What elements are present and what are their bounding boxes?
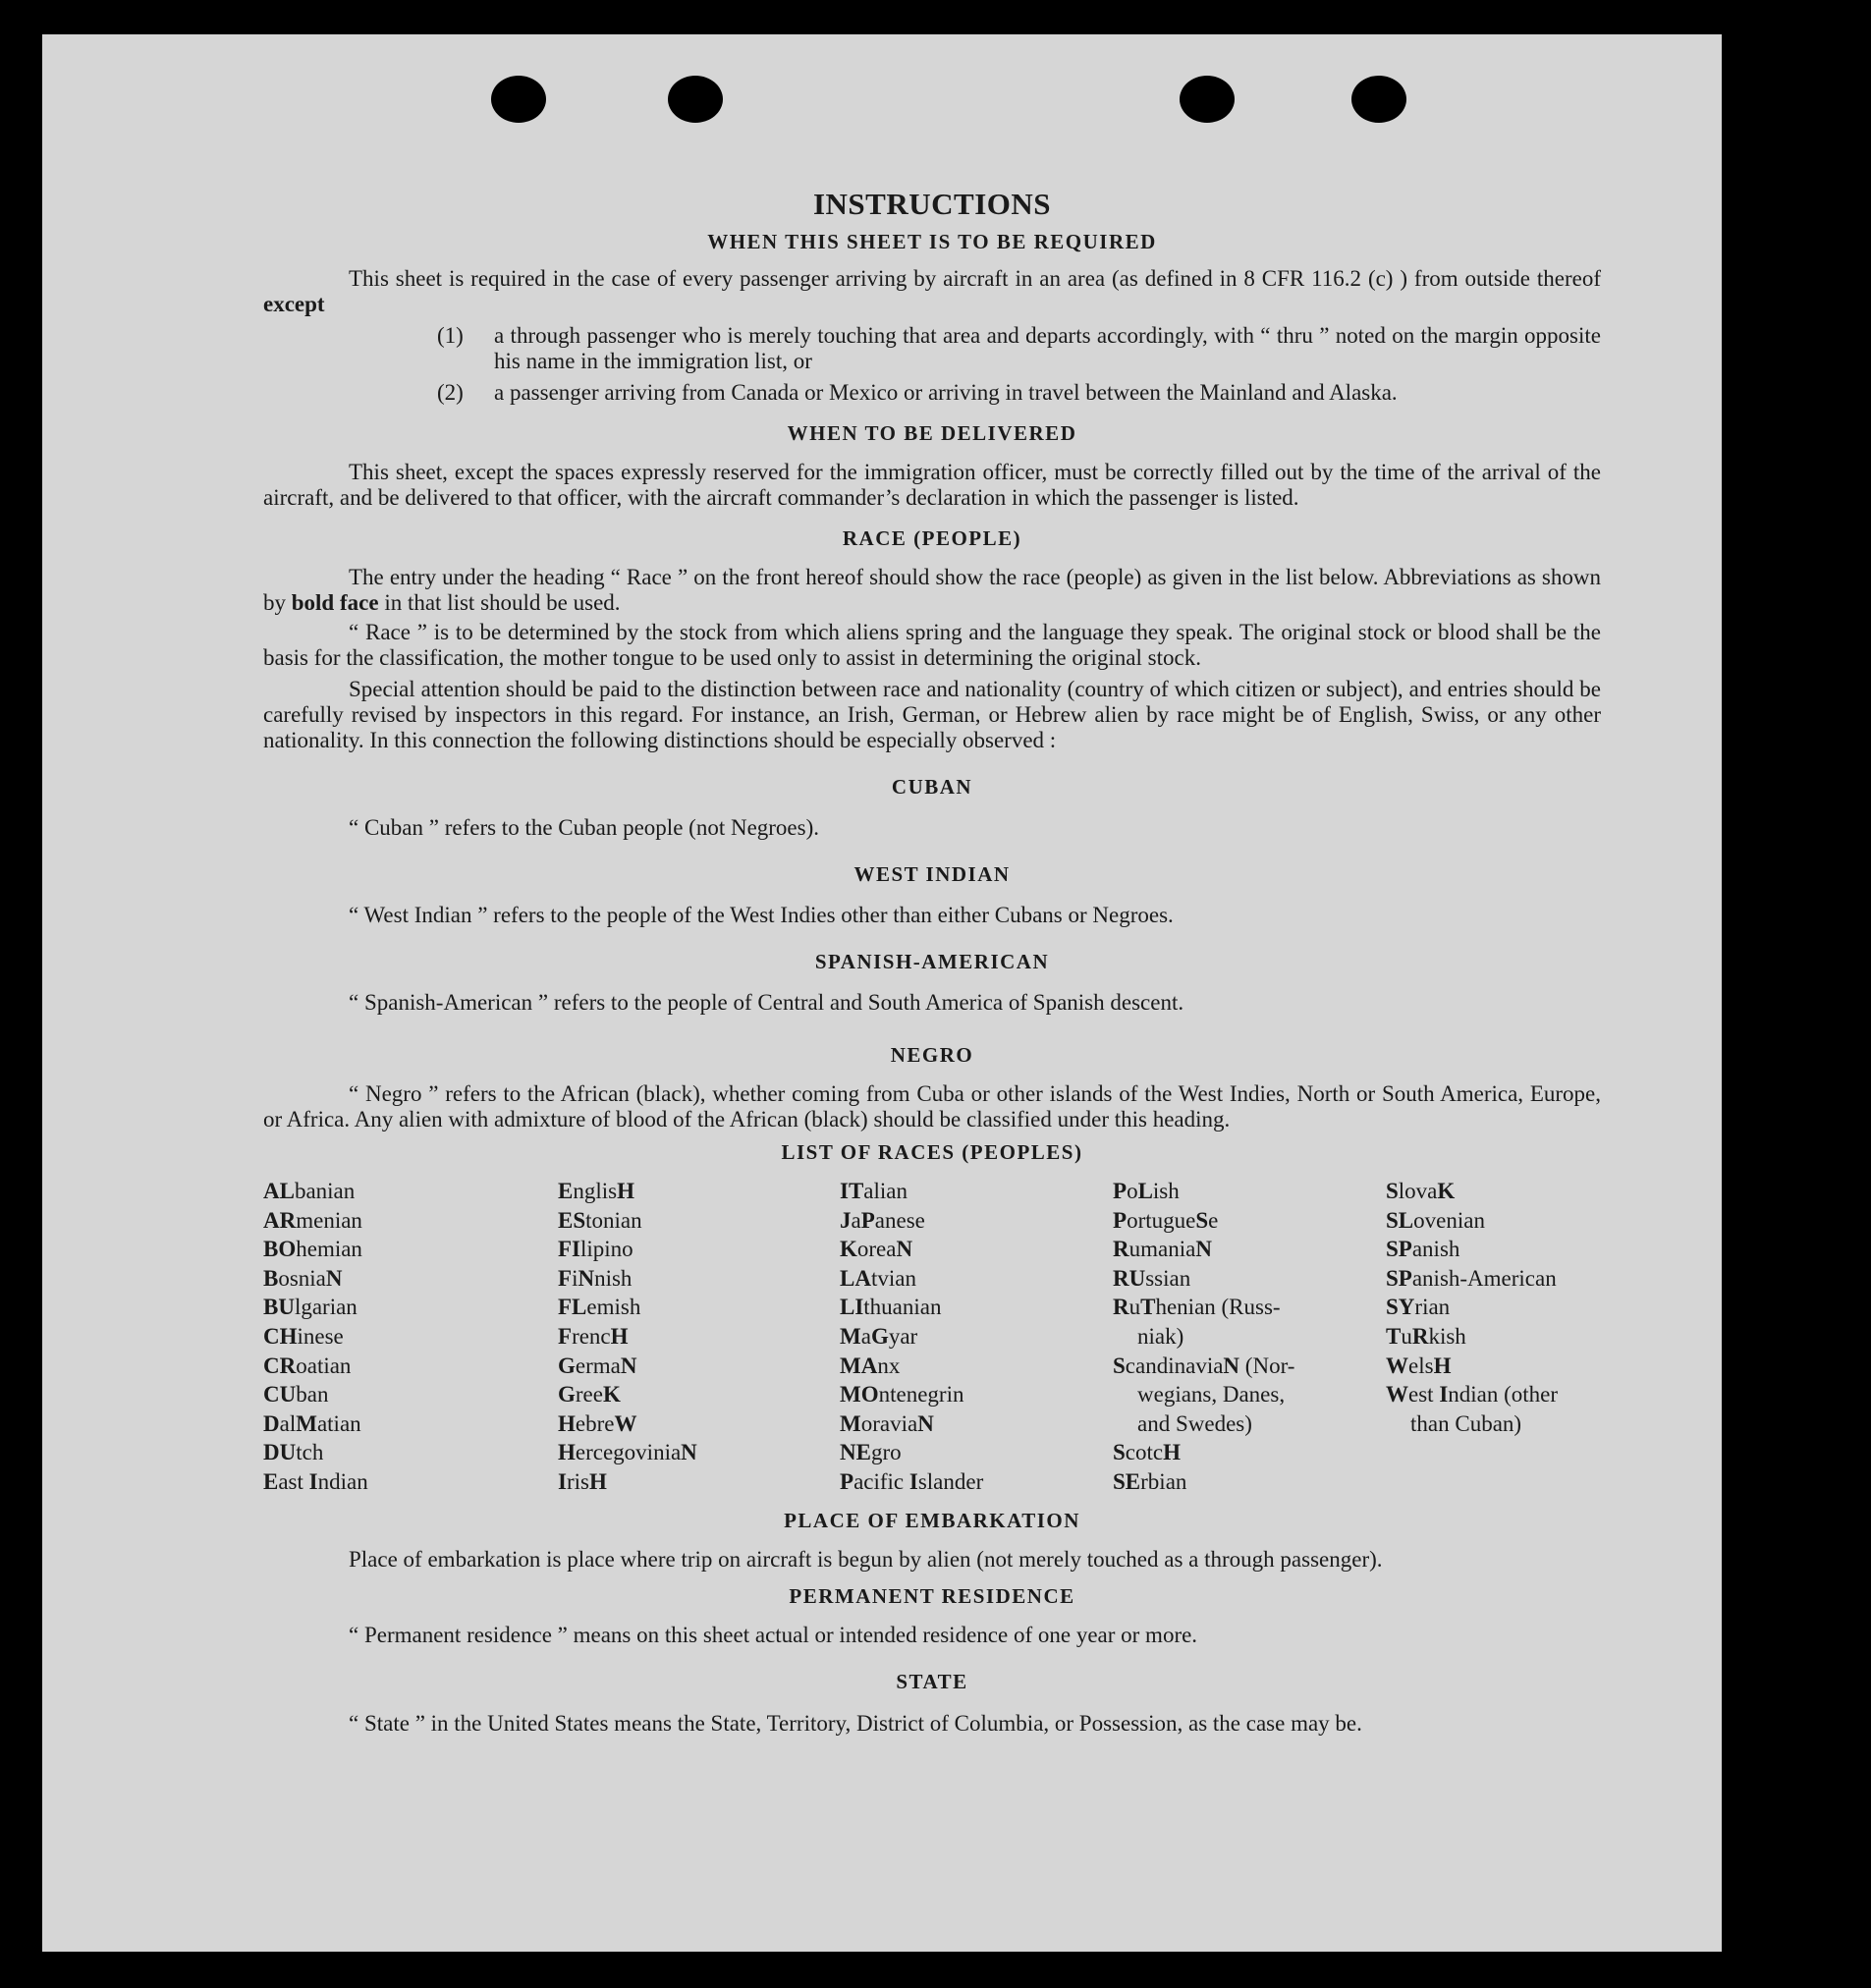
race-entry: NEgro: [840, 1440, 902, 1465]
race-entry: SlovaK: [1386, 1179, 1456, 1203]
negro-text: “ Negro ” refers to the African (black), whether coming from Cuba or other islands of the West Indies, North or South America, Europe, or Africa. Any alien with admixture of blood of the African (black) should be classified under this heading.: [263, 1081, 1601, 1132]
race-entry: ITalian: [840, 1179, 908, 1203]
section-heading-embarkation: PLACE OF EMBARKATION: [784, 1508, 1080, 1532]
section-heading-negro: NEGRO: [890, 1043, 974, 1067]
race-entry: DUtch: [263, 1440, 324, 1465]
section-heading-state: STATE: [896, 1669, 968, 1693]
race-entry: KoreaN: [840, 1237, 913, 1262]
race-entry: GreeK: [558, 1382, 621, 1408]
race-column: [1113, 1177, 1386, 1497]
race-entry: JaPanese: [840, 1207, 925, 1233]
race-entry: RUssian: [1113, 1265, 1191, 1291]
race-entry: MAnx: [840, 1353, 901, 1378]
section-heading-spanish-american: SPANISH-AMERICAN: [814, 950, 1050, 973]
race-entry: MoraviaN: [840, 1410, 934, 1436]
race-entry: TuRkish: [1386, 1323, 1466, 1349]
section-heading-when-required: WHEN THIS SHEET IS TO BE REQUIRED: [707, 230, 1157, 253]
race-paragraph-2: “ Race ” is to be determined by the stock from which aliens spring and the language they speak. The original stock or blood shall be the basis for the classification, the mother tongue to be used only to assist in determining the original stock.: [263, 620, 1601, 670]
punch-hole: [1351, 76, 1406, 123]
race-entry: FIlipino: [558, 1237, 633, 1262]
punch-hole: [668, 76, 723, 123]
race-entry: CHinese: [263, 1323, 344, 1349]
race-entry: EStonian: [558, 1207, 642, 1233]
page-title: INSTRUCTIONS: [812, 187, 1051, 221]
cuban-text: “ Cuban ” refers to the Cuban people (not Negroes).: [349, 815, 820, 840]
race-entry-continuation: wegians, Danes,: [1137, 1382, 1286, 1408]
race-entry: FrencH: [558, 1323, 629, 1349]
punch-hole: [1180, 76, 1235, 123]
exception-item: (2) a passenger arriving from Canada or Mexico or arriving in travel between the Mainland and Alaska.: [437, 380, 1398, 405]
section-heading-residence: PERMANENT RESIDENCE: [789, 1583, 1075, 1608]
punch-hole: [491, 76, 546, 123]
document-page: [42, 34, 1722, 1952]
race-entry: West Indian (other: [1386, 1382, 1559, 1408]
race-column: [1386, 1177, 1601, 1497]
section-heading-cuban: CUBAN: [891, 775, 973, 799]
race-entry: SErbian: [1113, 1468, 1187, 1494]
race-paragraph-3: Special attention should be paid to the distinction between race and nationality (country of which citizen or subject), and entries should be carefully revised by inspectors in this regard. For instance, an Irish, German, or Hebrew alien by race might be of English, Swiss, or any other nationality. In this connection the following distinctions should be especially observed :: [263, 677, 1601, 752]
race-entry: LIthuanian: [840, 1295, 942, 1320]
state-text: “ State ” in the United States means the State, Territory, District of Columbia, or Possession, as the case may be.: [349, 1710, 1362, 1736]
race-entry: IrisH: [558, 1468, 607, 1494]
spanish-american-text: “ Spanish-American ” refers to the people of Central and South America of Spanish descent.: [349, 990, 1184, 1015]
race-column: [558, 1177, 840, 1497]
section-heading-when-delivered: WHEN TO BE DELIVERED: [787, 421, 1077, 445]
race-entry: RuThenian (Russ-: [1113, 1295, 1281, 1320]
race-entry: LAtvian: [840, 1265, 916, 1291]
race-column: [263, 1177, 558, 1497]
race-entry: ScandinaviaN (Nor-: [1113, 1353, 1295, 1378]
section-heading-race: RACE (PEOPLE): [842, 526, 1022, 550]
race-paragraph-1: The entry under the heading “ Race ” on the front hereof should show the race (people) as given in the list below. Abbreviations as shown by bold face in that list should be used.: [263, 565, 1601, 615]
race-entry: BOhemian: [263, 1237, 362, 1262]
residence-text: “ Permanent residence ” means on this sheet actual or intended residence of one year or more.: [349, 1622, 1198, 1647]
race-entry: CUban: [263, 1382, 329, 1408]
race-entry: ARmenian: [263, 1207, 362, 1233]
exception-item: (1) a through passenger who is merely touching that area and departs accordingly, with “ thru ” noted on the margin opposite his name in the immigration list, or: [437, 323, 1601, 373]
race-entry: RumaniaN: [1113, 1237, 1212, 1262]
embarkation-text: Place of embarkation is place where trip on aircraft is begun by alien (not merely touched as a through passenger).: [349, 1546, 1383, 1572]
when-delivered-text: This sheet, except the spaces expressly reserved for the immigration officer, must be correctly filled out by the time of the arrival of the aircraft, and be delivered to that officer, with the aircraft commander’s declaration in which the passenger is listed.: [263, 460, 1601, 510]
race-entry: PortugueSe: [1113, 1207, 1219, 1233]
race-entry: PoLish: [1113, 1179, 1180, 1203]
race-entry: WelsH: [1386, 1353, 1452, 1378]
section-heading-west-indian: WEST INDIAN: [853, 862, 1011, 886]
race-entry: ScotcH: [1113, 1440, 1181, 1465]
race-entry: MaGyar: [840, 1323, 918, 1349]
race-entry: GermaN: [558, 1353, 637, 1378]
race-entry: SLovenian: [1386, 1207, 1485, 1233]
race-entry: HebreW: [558, 1410, 637, 1436]
race-entry: SPanish: [1386, 1237, 1460, 1262]
race-entry: FiNnish: [558, 1265, 633, 1291]
instructions-content: [263, 187, 1601, 1740]
race-entry: CRoatian: [263, 1353, 352, 1378]
when-required-intro: This sheet is required in the case of every passenger arriving by aircraft in an area (as defined in 8 CFR 116.2 (c) ) from outside thereof except: [263, 266, 1601, 316]
race-entry: East Indian: [263, 1468, 368, 1494]
race-entry-continuation: and Swedes): [1137, 1410, 1252, 1436]
race-entry: HercegoviniaN: [558, 1440, 697, 1465]
race-entry: EnglisH: [558, 1179, 634, 1203]
race-entry: MOntenegrin: [840, 1382, 964, 1408]
race-entry: DalMatian: [263, 1410, 361, 1436]
race-list: [263, 1177, 1601, 1497]
race-entry: FLemish: [558, 1295, 641, 1320]
race-entry-continuation: niak): [1137, 1323, 1184, 1349]
race-entry-continuation: than Cuban): [1410, 1410, 1522, 1436]
race-entry: Pacific Islander: [840, 1468, 984, 1494]
race-entry: SYrian: [1386, 1295, 1451, 1320]
race-entry: SPanish-American: [1386, 1265, 1557, 1291]
section-heading-list-of-races: LIST OF RACES (PEOPLES): [781, 1140, 1083, 1164]
race-entry: BUlgarian: [263, 1295, 358, 1320]
west-indian-text: “ West Indian ” refers to the people of the West Indies other than either Cubans or Negroes.: [349, 903, 1174, 927]
race-entry: BosniaN: [263, 1265, 343, 1291]
race-column: [840, 1177, 1113, 1497]
race-entry: ALbanian: [263, 1179, 356, 1203]
